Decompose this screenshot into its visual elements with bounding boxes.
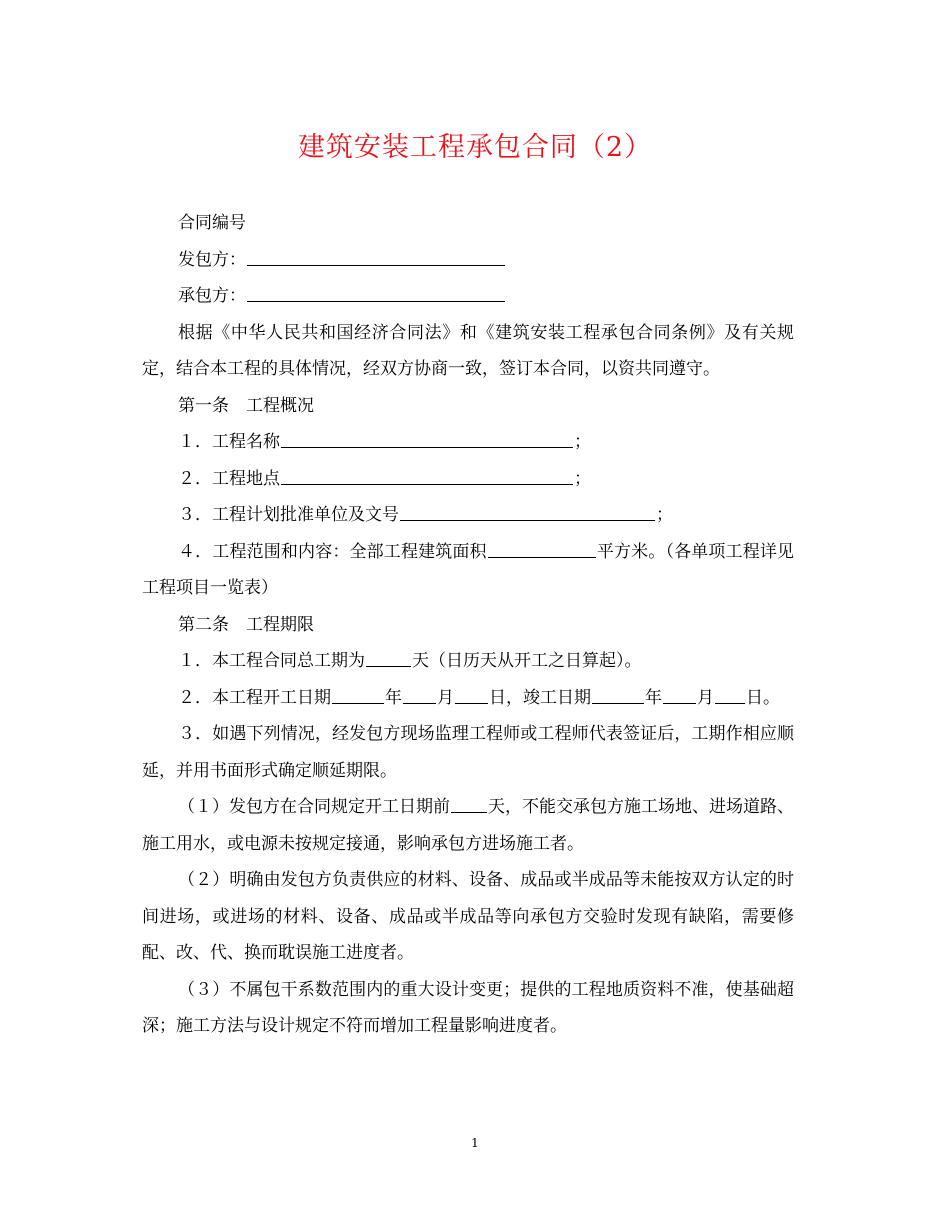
article-1-item-1 (142, 424, 794, 461)
condition-3: （３）不属包干系数范围内的重大设计变更；提供的工程地质资料不准，使基础超深；施工方法与设计规定不符而增加工程量影响进度者。 (142, 979, 794, 1036)
days-before-blank (451, 794, 487, 813)
day-label: 日。 (746, 687, 780, 708)
article-1-item-3 (142, 497, 794, 534)
total-duration-label: １．本工程合同总工期为 (178, 651, 365, 671)
condition-2: （２）明确由发包方负责供应的材料、设备、成品或半成品等未能按双方认定的时间进场，或进场的材料、设备、成品或半成品等向承包方交验时发现有缺陷，需要修配、改、代、换而耽误施工进度者。 (142, 870, 794, 963)
article-1-heading: 第一条 工程概况 (178, 395, 314, 416)
article-2-item-1 (142, 643, 794, 680)
start-month-blank (403, 685, 436, 704)
scope-label: ４．工程范围和内容：全部工程建筑面积 (178, 541, 487, 562)
condition-1-text: （１）发包方在合同规定开工日期前 (178, 797, 450, 817)
employer-line (142, 242, 794, 279)
month-label: 月 (697, 687, 714, 708)
employer-label: 发包方： (178, 249, 246, 270)
scope-suffix: 平方米。（各单项工程详见工程项目一览表） (142, 541, 795, 598)
start-day-blank (455, 685, 488, 704)
item-end-mark: ； (574, 468, 591, 489)
page-number: 1 (471, 1136, 479, 1150)
condition-1-suffix: 天，不能交承包方施工场地、进场道路、施工用水，或电源未按规定接通，影响承包方进场施工者。 (142, 797, 794, 854)
contractor-blank (247, 283, 505, 302)
employer-blank (247, 247, 505, 266)
year-label: 年 (385, 687, 402, 708)
total-duration-blank (366, 648, 411, 667)
total-duration-suffix: 天（日历天从开工之日算起）。 (412, 651, 642, 671)
completion-date-label: 日，竣工日期 (489, 687, 591, 708)
article-1-item-4 (142, 534, 794, 607)
end-day-blank (715, 685, 745, 704)
article-2-item-3: ３．如遇下列情况，经发包方现场监理工程师或工程师代表签证后，工期作相应顺延，并用书面形式确定顺延期限。 (142, 724, 794, 781)
document-title: 建筑安装工程承包合同（2） (297, 132, 653, 163)
item-end-mark: ； (656, 505, 673, 525)
item-end-mark: ； (574, 432, 591, 452)
floor-area-blank (488, 539, 596, 558)
end-year-blank (592, 685, 644, 704)
project-name-blank (281, 429, 573, 448)
month-label: 月 (437, 687, 454, 708)
contractor-line (142, 278, 794, 315)
project-name-label: １．工程名称 (178, 432, 280, 452)
preamble-paragraph: 根据《中华人民共和国经济合同法》和《建筑安装工程承包合同条例》及有关规定，结合本工程的具体情况，经双方协商一致，签订本合同，以资共同遵守。 (142, 322, 794, 379)
year-label: 年 (645, 687, 662, 708)
article-2-item-2 (142, 680, 794, 717)
contractor-label: 承包方： (178, 286, 246, 306)
contract-number-line (142, 205, 794, 242)
contract-number-label: 合同编号 (178, 213, 246, 233)
condition-1 (142, 789, 794, 862)
approval-unit-blank (400, 502, 655, 521)
document-body (142, 205, 794, 1045)
article-2-heading: 第二条 工程期限 (178, 614, 314, 635)
article-1-item-2 (142, 461, 794, 498)
start-year-blank (332, 685, 384, 704)
approval-unit-label: ３．工程计划批准单位及文号 (178, 505, 399, 525)
project-location-label: ２．工程地点 (178, 468, 280, 489)
project-location-blank (281, 466, 573, 485)
end-month-blank (663, 685, 696, 704)
start-date-label: ２．本工程开工日期 (178, 687, 331, 708)
